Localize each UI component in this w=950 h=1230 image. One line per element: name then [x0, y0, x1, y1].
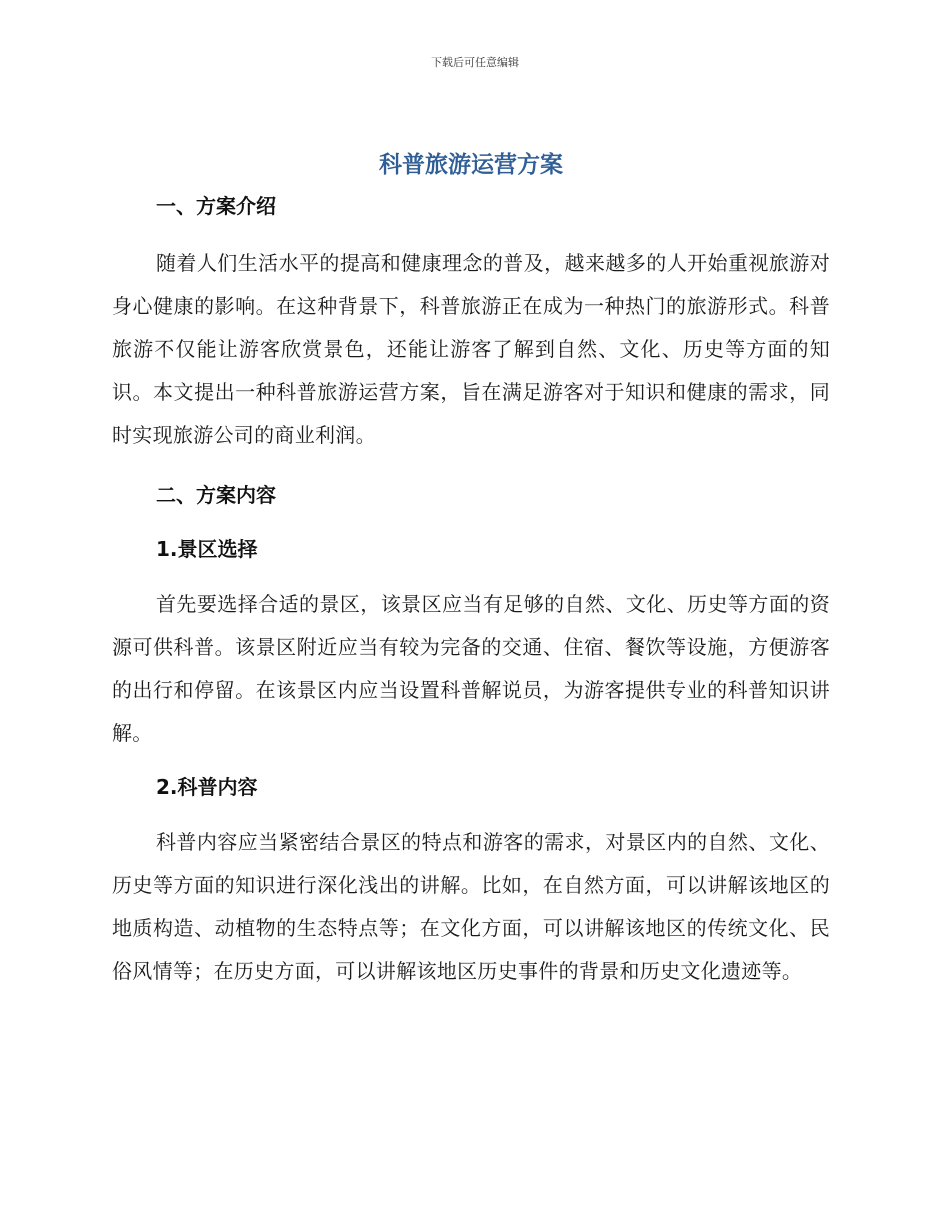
subsection-heading-site-selection: 1.景区选择 [156, 537, 258, 561]
paragraph-site-selection: 首先要选择合适的景区，该景区应当有足够的自然、文化、历史等方面的资源可供科普。该景区附近应当有较为完备的交通、住宿、餐饮等设施，方便游客的出行和停留。在该景区内应当设置科普解说员，为游客提供专业的科普知识讲解。 [112, 592, 830, 745]
subsection-heading-science-content: 2.科普内容 [156, 775, 258, 799]
header-note: 下载后可任意编辑 [431, 56, 519, 69]
document-title: 科普旅游运营方案 [379, 152, 563, 178]
section-heading-introduction: 一、方案介绍 [156, 194, 276, 218]
section-heading-content: 二、方案内容 [156, 483, 276, 507]
paragraph-science-content: 科普内容应当紧密结合景区的特点和游客的需求，对景区内的自然、文化、历史等方面的知识进行深化浅出的讲解。比如，在自然方面，可以讲解该地区的地质构造、动植物的生态特点等；在文化方面，可以讲解该地区的传统文化、民俗风情等；在历史方面，可以讲解该地区历史事件的背景和历史文化遗迹等。 [112, 830, 830, 983]
document-body [112, 146, 830, 993]
paragraph-introduction: 随着人们生活水平的提高和健康理念的普及，越来越多的人开始重视旅游对身心健康的影响。在这种背景下，科普旅游正在成为一种热门的旅游形式。科普旅游不仅能让游客欣赏景色，还能让游客了解到自然、文化、历史等方面的知识。本文提出一种科普旅游运营方案，旨在满足游客对于知识和健康的需求，同时实现旅游公司的商业利润。 [112, 251, 830, 447]
